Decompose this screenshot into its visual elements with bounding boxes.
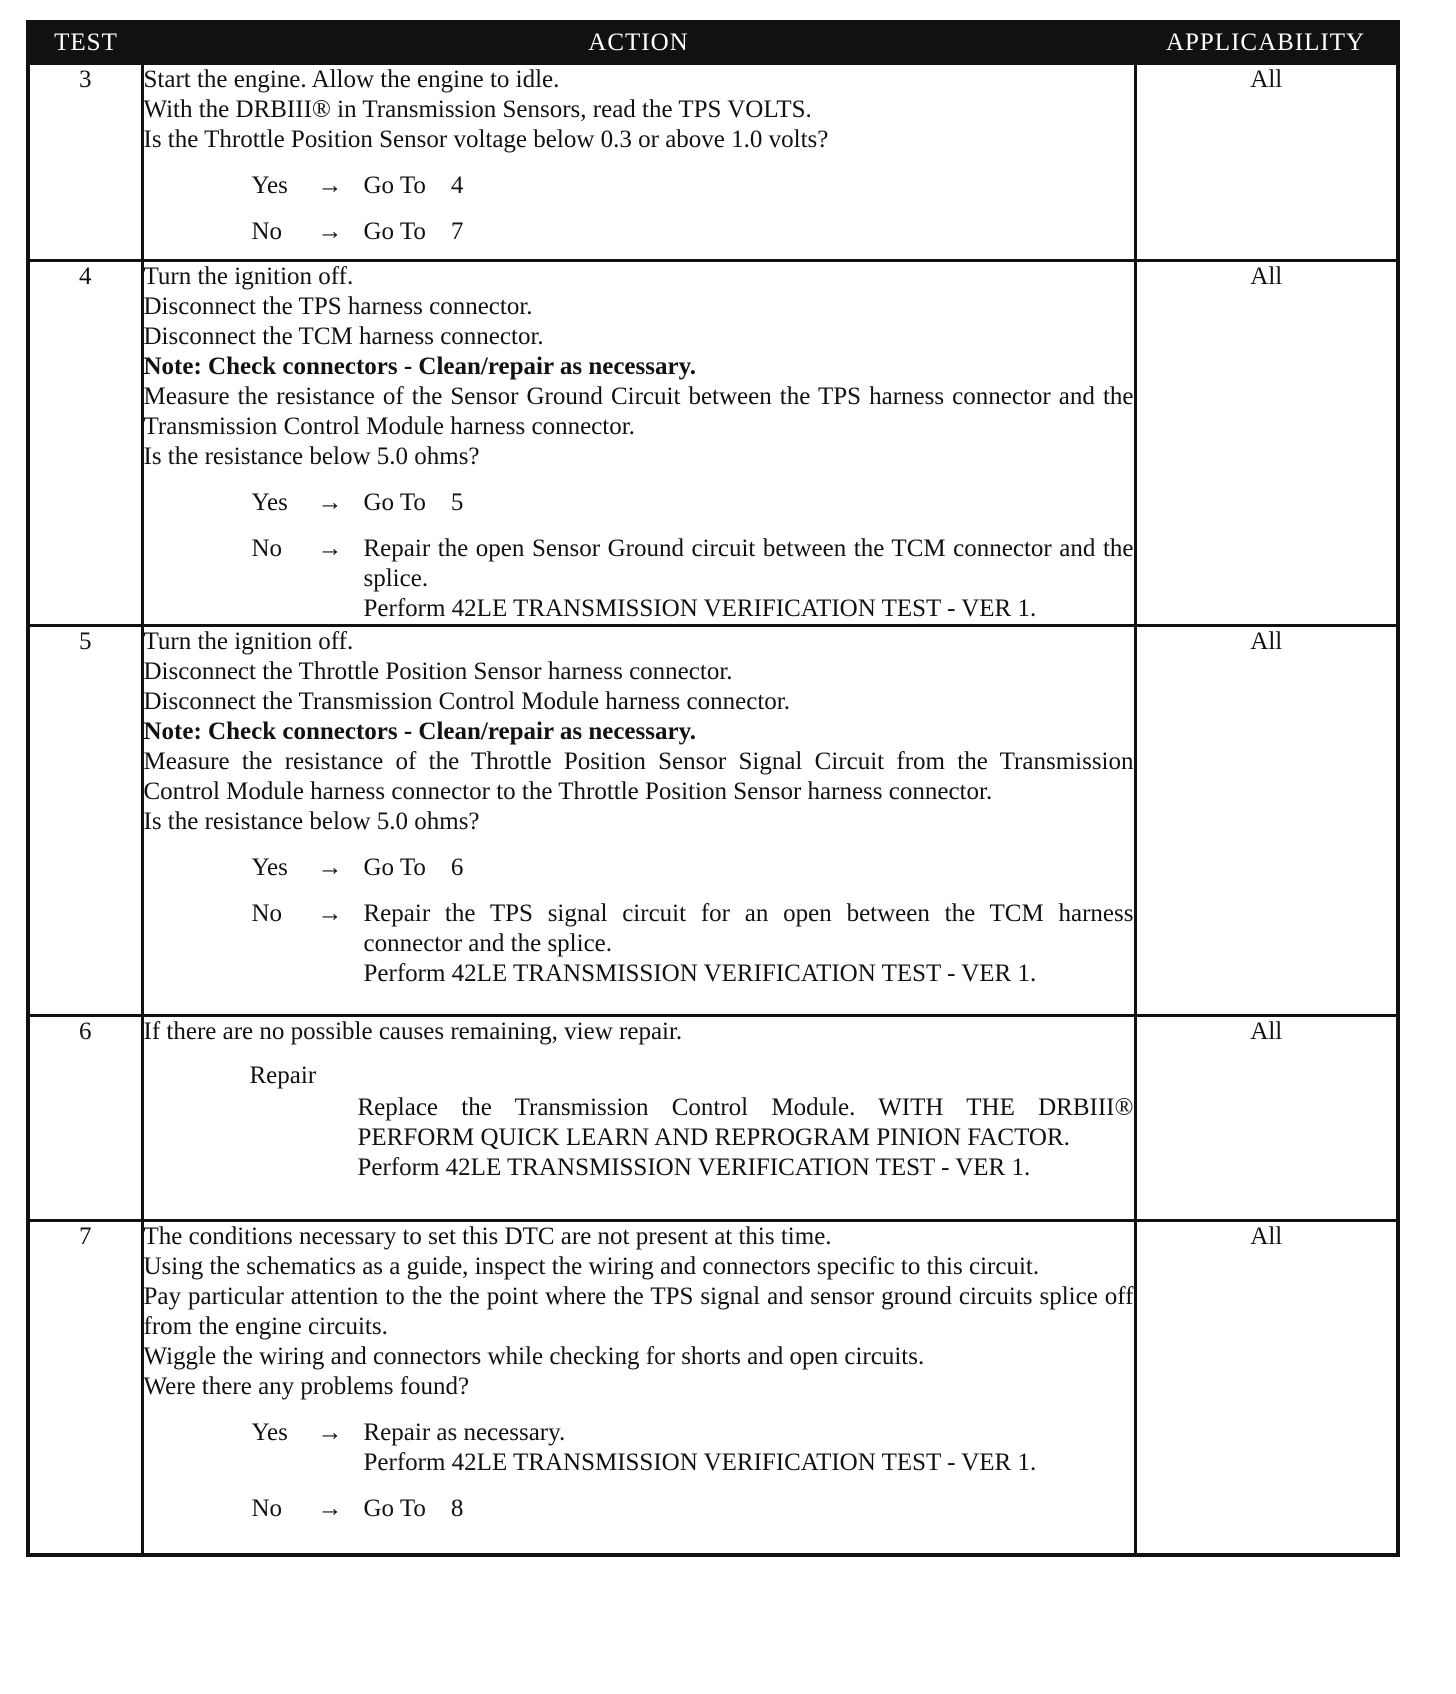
no-label: No [251, 535, 283, 562]
action-text: Is the resistance below 5.0 ohms? [143, 808, 480, 835]
result-text: Go To 6 [363, 854, 464, 881]
action-cell [142, 1016, 1135, 1221]
test-number: 5 [28, 626, 142, 1016]
applicability-value: All [1135, 626, 1398, 1016]
result-text: Go To 4 [363, 172, 464, 199]
yes-branch [144, 171, 1134, 201]
action-text: Turn the ignition off. [143, 263, 354, 290]
repair-text: Replace the Transmission Control Module. WITH THE DRBIII® PERFORM QUICK LEARN AND REPROGRAM PINION FACTOR. [357, 1094, 1134, 1151]
yes-label: Yes [251, 854, 288, 881]
applicability-value: All [1135, 64, 1398, 261]
note-text: Note: Check connectors - Clean/repair as necessary. [143, 353, 696, 380]
table-row [28, 261, 1398, 626]
yes-branch [144, 1418, 1134, 1478]
applicability-value: All [1135, 1221, 1398, 1555]
arrow-icon: → [317, 854, 343, 881]
table-header-row [28, 22, 1398, 64]
table-row [28, 1221, 1398, 1555]
arrow-icon: → [317, 218, 343, 245]
action-text: Start the engine. Allow the engine to idle. [143, 66, 560, 93]
action-text: Measure the resistance of the Sensor Ground Circuit between the TPS harness connector and the Transmission Control Module harness connector. [143, 383, 1134, 440]
action-text: Pay particular attention to the the point where the TPS signal and sensor ground circuits splice off from the engine circuits. [143, 1283, 1134, 1340]
action-text: Wiggle the wiring and connectors while checking for shorts and open circuits. [143, 1343, 925, 1370]
yes-result [364, 1418, 1134, 1478]
action-text: The conditions necessary to set this DTC are not present at this time. [143, 1223, 832, 1250]
yes-label: Yes [251, 1419, 288, 1446]
no-branch [144, 534, 1140, 624]
table-row [28, 64, 1398, 261]
test-number: 7 [28, 1221, 142, 1555]
arrow-icon: → [317, 489, 343, 516]
yes-branch [144, 853, 1134, 883]
yes-branch [144, 488, 1134, 518]
action-text: If there are no possible causes remaining, view repair. [143, 1018, 683, 1045]
result-text: Perform 42LE TRANSMISSION VERIFICATION TEST - VER 1. [363, 1449, 1037, 1476]
result-text: Repair the open Sensor Ground circuit between the TCM connector and the splice. [363, 535, 1140, 592]
arrow-icon: → [317, 900, 343, 927]
action-text: Measure the resistance of the Throttle Position Sensor Signal Circuit from the Transmission Control Module harness connector to the Throttle Position Sensor harness connector. [143, 748, 1134, 805]
action-text: Disconnect the TPS harness connector. [143, 293, 533, 320]
repair-body [358, 1093, 1134, 1183]
no-branch [144, 899, 1140, 989]
table-row [28, 1016, 1398, 1221]
action-text: Turn the ignition off. [143, 628, 354, 655]
table-row [28, 626, 1398, 1016]
result-text: Repair as necessary. [363, 1419, 566, 1446]
no-label: No [251, 1495, 283, 1522]
repair-text: Perform 42LE TRANSMISSION VERIFICATION TEST - VER 1. [357, 1154, 1031, 1181]
no-result [363, 899, 1140, 989]
arrow-icon: → [317, 172, 343, 199]
applicability-value: All [1135, 1016, 1398, 1221]
arrow-icon: → [317, 535, 343, 562]
result-text: Repair the TPS signal circuit for an open between the TCM harness connector and the splice. [363, 900, 1140, 957]
action-text: Disconnect the TCM harness connector. [143, 323, 544, 350]
no-result [363, 534, 1140, 624]
action-cell [142, 261, 1140, 626]
action-text: Using the schematics as a guide, inspect the wiring and connectors specific to this circuit. [143, 1253, 1040, 1280]
no-label: No [251, 900, 283, 927]
arrow-icon: → [317, 1419, 343, 1446]
yes-result [364, 171, 1134, 201]
arrow-icon: → [317, 1495, 343, 1522]
test-number: 3 [28, 64, 142, 261]
note-text: Note: Check connectors - Clean/repair as necessary. [143, 718, 696, 745]
action-text: Disconnect the Transmission Control Module harness connector. [143, 688, 790, 715]
repair-label: Repair [249, 1062, 317, 1089]
result-text: Go To 8 [363, 1495, 464, 1522]
no-label: No [251, 218, 283, 245]
result-text: Go To 7 [363, 218, 464, 245]
action-text: Were there any problems found? [143, 1373, 470, 1400]
table-body [28, 64, 1398, 1555]
header-applicability: APPLICABILITY [1135, 22, 1398, 64]
no-result [364, 217, 1134, 247]
no-branch [144, 1494, 1134, 1524]
result-text: Go To 5 [363, 489, 464, 516]
no-result [364, 1494, 1134, 1524]
yes-result [364, 488, 1134, 518]
action-text: Disconnect the Throttle Position Sensor harness connector. [143, 658, 733, 685]
procedure-page [26, 20, 1396, 1557]
yes-label: Yes [251, 172, 288, 199]
test-number: 6 [28, 1016, 142, 1221]
yes-result [364, 853, 1134, 883]
result-text: Perform 42LE TRANSMISSION VERIFICATION TEST - VER 1. [363, 595, 1037, 622]
action-cell [142, 64, 1135, 261]
yes-label: Yes [251, 489, 288, 516]
action-cell [142, 626, 1140, 1016]
header-test: TEST [28, 22, 142, 64]
applicability-value: All [1135, 261, 1398, 626]
action-text: Is the Throttle Position Sensor voltage below 0.3 or above 1.0 volts? [143, 126, 829, 153]
no-branch [144, 217, 1134, 247]
action-text: With the DRBIII® in Transmission Sensors, read the TPS VOLTS. [143, 96, 812, 123]
header-action: ACTION [142, 22, 1135, 64]
action-cell [142, 1221, 1135, 1555]
diagnostic-test-table [26, 20, 1400, 1557]
action-text: Is the resistance below 5.0 ohms? [143, 443, 480, 470]
test-number: 4 [28, 261, 142, 626]
result-text: Perform 42LE TRANSMISSION VERIFICATION TEST - VER 1. [363, 960, 1037, 987]
